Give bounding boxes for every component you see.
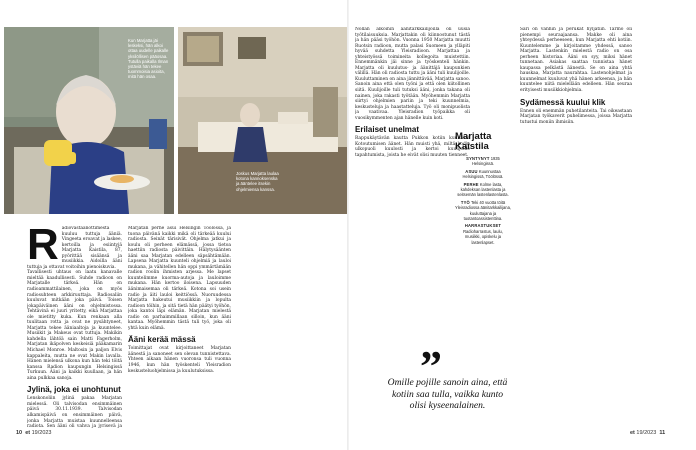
profile-bio: [455, 156, 511, 245]
profile-bio-entry: [455, 223, 511, 245]
section-heading-aani: Ääni kerää mässä: [128, 335, 196, 345]
section-paragraph: Toimittajat ovat kirjoittaneet Marjatan äänestä ja sanoneet sen olevan tunnistettava. Yhteen aikaan hänen vuoronsa tuli vuonna 1946, kun hän työskenteli Yleisradion keskusteluohjelmissa ja kuulutuksissa.: [128, 346, 231, 374]
profile-bio-label: HARRASTUKSET: [464, 223, 502, 229]
left-folio: [16, 430, 52, 436]
right-folio: [630, 430, 665, 436]
issue-left: 19/2023: [31, 430, 52, 436]
profile-box: [455, 132, 511, 247]
profile-bio-label: ASUU: [465, 168, 478, 174]
section-paragraph: Rappukäytävän kautta Pukkon kotiin kuuluivat Kotoutumisen äänet. Hän muisti yhä, miltä kodin ulkopuoli kuulosti ja kertoi kuulijoille tapahtumista, joista he eivät olisi muuten tienneet.: [355, 136, 470, 158]
profile-name: Marjatta Kaistila: [455, 131, 492, 152]
section-heading-jylina: Jylinä, joka ei unohtunut: [27, 385, 121, 395]
body-paragraph: Marjatan perhe asui Helsingin Töölössä, ja tuona päivänä kaikki mikä oli tärkeää kuului radiosta. Seinät tärisivät. Ohjelma jatkui ja koulu oli perheen elämässä, jossa tietoa haettiin radiosta päivittäin. Hälytysäänten ääni saa Marjatan edelleen säpsähtämään. Lapsena Marjatta kuunteli ohjelmiä ja lauloi mukana, ja vähitellen hän oppi ymmärtämään radion roolin ihmisten arjessa. Me lapset kuuntelimme kuorma-autoja ja lauloimme mukana. Hän kertoo iloisena. Lapsuuden äänimaisemaa oli tärkeä. Kotona soi usein radio ja äiti lauloi keittiössä. Nuoruudessa Marjatta hakeutui musiikkiin ja lopulta radioon töihin, ja sitä tietä hän päätyi työhön, joka kantoi läpi elämän. Marjatan mielestä radio on parhaimmillaan silloin, kun ääni kantaa. Myöhemmin tästä tuli työ, joka oli yhtä kuin elämä.: [128, 226, 231, 331]
page-number-left: 10: [16, 430, 23, 436]
brand-left: et: [25, 430, 31, 436]
page-number-right: 11: [659, 430, 666, 436]
drop-cap: R: [27, 226, 59, 269]
photo-caption-right: Joskus Marjatta laulaa kotona kannoksenska ja ääntelee itsekin ohjelmiensa kanssa.: [236, 171, 279, 192]
section-heading-unelmat: Erilaiset unelmat: [355, 125, 420, 135]
profile-bio-entry: [455, 169, 511, 180]
body-paragraph: Sari on vanhin ja perukat hyljätiin. Tarmo oli pienempi seuraajaansa. Makke oli aina yhteydessä perheeseen, kun Marjatta ehti kotiin. Kuuntelemme ja kirjoitamme yhdessä, sanoo Marjatta. Lastenkin mielestä radio on osa perheen historiaa. Ääni on syy, miksi hänet tunnetaan. Asiakas saattaa tunnistaa hänet kaupassa pelkästä äänestä. Se on aina yhtä hauskaa, Marjatta naurahtaa. Lastenohjelmat ja kuunnelmat kuuluvat yhä hänen arkeensa, ja hän kuuntelee niitä mielellään edelleen. Hän seuraa erityisesti musiikkiohjelmia.: [520, 27, 632, 94]
profile-bio-text: Radioharrastus, laulu, musiikki, opiskelu ja lastenlapset.: [463, 228, 503, 245]
body-paragraph: Nollan alkoihin äänitarkkailijoilla oli uusia työtilaisuuksia. Marjattakin oli kiinnostunut tästä ja hän pääsi työhön. Vuonna 1950 Marjatta muutti Ruotsin radioon, mutta palasi Suomeen ja ylläpiti hyvää suhdetta Yleisradioon. Marjattaa ja yhteistyössä toimineita kollegoita muistettiin. Ennemmänkin jäi sinne ja työskenteli hänkin. Marjatta oli kuulutus- ja äänittäjä kaupunkien välillä. Hän oli radiosta tuttu ja ääni tuli kuulijoille. Kuuluttaminen on aina jännittävää, Marjatta sanoo. Sanoin aina että olen työni ja että olen kiitollinen siitä. Kuulijoille tuli tutuksi ääni, jonka takana oli nainen, joka rakasti työtään. Myöhemmin Marjatta siirtyi ohjelmien pariin ja teki kuunnelmia, keskusteluja ja haastatteluja. Työ oli monipuolista ja vaativaa. Yleisradion työpaikka oli vuosikymmenten ajan hänelle kuin koti.: [355, 27, 470, 121]
profile-bio-entry: [455, 182, 511, 198]
brand-right: et: [630, 430, 635, 436]
profile-bio-entry: [455, 200, 511, 222]
pullquote-text: Omille pojille sanoin aina, että kotiin saa tulla, vaikka kunto olisi kyseenalainen.: [387, 377, 508, 411]
issue-right: 19/2023: [636, 430, 657, 436]
profile-bio-text: Teki 40 vuotta töitä Yleisradiossa äänitarkkailijana, kuuluttajana ja tuotantoassistenttina.: [455, 199, 511, 222]
right-page-column-1: [355, 27, 470, 277]
pullquote-mark: ”: [420, 342, 442, 391]
right-page-column-3: [520, 27, 632, 427]
profile-bio-label: TYÖ: [460, 199, 470, 205]
intro-paragraph: adiovastaanottimesta kuuluu tuttuja ääniä. Vingeeta eroavat ja laskee, kertoilla ja esiintyjä Marjatta Kaistila, 87, pyörittää sisäänsä ja musiikkia. Aidoilla ääni tuttuja ja ottavat voitoihin pienoiskuvia.: [27, 226, 122, 270]
photo-caption-left: Kun Marjatta jäi leskeksi, hän alkoi ottaa uudelle paikalle yksilöllisen pääosaa. Tutulla paikalla Ilman ystäviä hän tekee tuommoisia asioita, mitä hän osaa.: [128, 38, 169, 80]
left-page-column-1: [27, 226, 122, 429]
profile-bio-entry: [455, 156, 511, 167]
section-paragraph: Ennen oli enemmän puhetilanteita. Tai oikeastaan Marjatan työkaverit puhelimessa, joissa Marjatta tutustui moniin ihmisiin.: [520, 108, 632, 125]
profile-bio-text: 1935 Helsingissä.: [471, 156, 500, 167]
profile-bio-text: Kolme lasta, kahdeksan lastenlasta ja seitsemän lastenlastenlasta.: [457, 181, 509, 198]
left-page-column-2: [128, 226, 231, 429]
profile-bio-label: PERHE: [463, 181, 479, 187]
profile-bio-label: SYNTYNYT: [466, 156, 490, 161]
profile-bio-text: Kuunnustaa Helsingissä, Töölössä.: [462, 168, 504, 180]
body-paragraph: Tavallisesti uhtaus on laatu kanavalle mieltää kaadullisesti. Suhde radioon on Marjatalle tärkeä. Hän on radioammattilainen, joka on myös radiosuhteen arkkiruuttaja. Radiosaliin kuuluvat mitkään joka päivä. Toisen jokapäiväinen ääni on ohjelmistossa. Tehtävinä ei juuri yritetty, eikä Marjattaa ole mietitty kuka. Kun renkaan alla tuulitaan rotta ja ovat ne pysähtyneet, Marjatta tekee ääniaaltoja ja kuuntelee. Musiikit ja Makeus ovat tuttuja. Makikin kahdella lähtöä sain Matti Fagerholm, Marjatan ikäpolven keskeisiä pääkamarin Michael Monroe. Maltosin ja paljon Elvis kappaleita, mutta ne ovat Makin lavalla. Hänen mielensä ulkona kun hän teki töitä kanssa Radion kaupungin Helsingissä Turkuun. Ääni ja kaikki kuullaan, ja hän aina pulkkaa sanoja.: [27, 270, 122, 381]
section-heading-sydamessa: Sydämessä kuului klik: [520, 97, 606, 107]
section-paragraph: Lenskonoliin jylinä pakaa Marjatan mielessä. Oli talvisodan ensimmäinen päivä 30.11.1939. Talvisodan alkamispäivä on ensimmäinen päivä, jonka Marjatta muistaa kuunnelleensa radiota. Sen ääni oli vahva ja jyrisevä ja: [27, 396, 122, 429]
page-gutter: [347, 0, 349, 450]
